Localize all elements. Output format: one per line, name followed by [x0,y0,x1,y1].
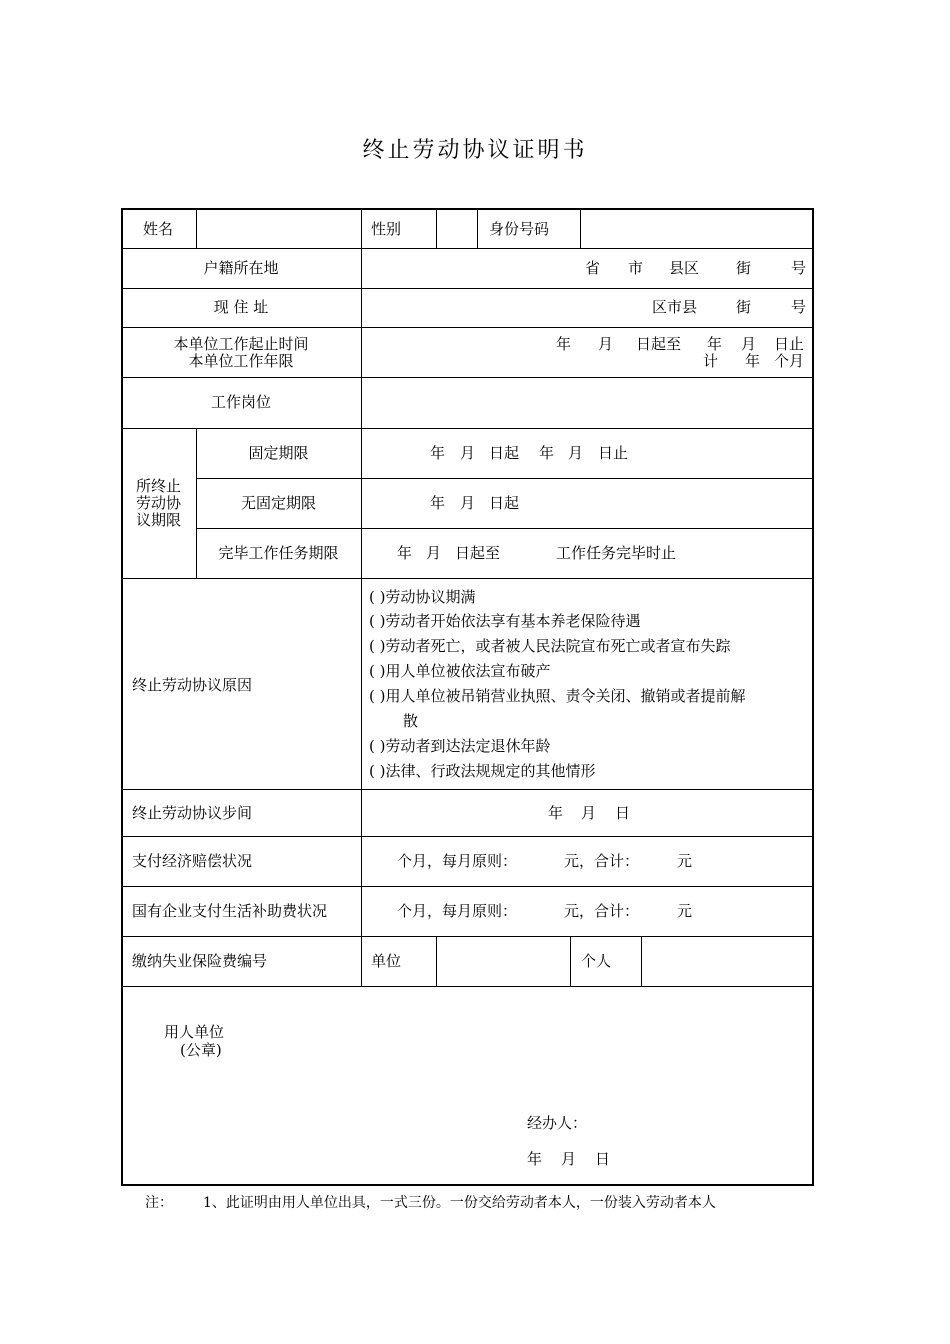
insurance-number-label: 缴纳失业保险费编号 [132,952,268,970]
insurance-unit-field[interactable] [438,938,569,985]
termination-year: 年 [548,804,564,822]
post-field[interactable] [363,379,813,427]
task-until: 工作任务完毕时止 [556,544,677,562]
rule [580,208,581,248]
rule [196,208,197,248]
period-total: 计 [703,352,719,370]
reason-option[interactable]: ( )法律、行政法规规定的其他情形 [369,762,596,780]
subsidy-total-yuan: 元 [677,902,693,920]
period-month-1: 月 [598,335,614,353]
work-period-label: 本单位工作起止时间 [173,335,309,353]
footnote [145,1192,716,1212]
id-number-field[interactable] [582,210,812,247]
name-field[interactable] [198,210,360,247]
open-year: 年 [430,494,446,512]
post-label: 工作岗位 [210,393,271,411]
period-years: 年 [745,352,761,370]
fixed-term-label: 固定期限 [248,444,309,462]
reason-option[interactable]: ( )劳动者开始依法享有基本养老保险待遇 [369,612,641,630]
rule [121,986,814,987]
address-number: 号 [791,298,807,316]
footnote-text: 1、此证明由用人单位出具，一式三份。一份交给劳动者本人，一份装入劳动者本人 [203,1195,716,1211]
rule [641,936,642,986]
rule [121,288,814,289]
gender-label: 性别 [371,220,402,238]
fixed-month-2: 月 [568,444,584,462]
subsidy-months: 个月，每月原则： [397,902,518,920]
fixed-from: 日起 [489,444,520,462]
compensation-label: 支付经济赔偿状况 [132,852,253,870]
address-county: 区市县 [652,298,698,316]
sign-year: 年 [527,1150,543,1168]
subsidy-yuan: 元，合计： [564,902,640,920]
fixed-year-1: 年 [430,444,446,462]
hukou-county: 县区 [669,259,700,277]
hukou-city: 市 [628,259,644,277]
reason-option-continued: 散 [403,712,419,730]
work-years-label: 本单位工作年限 [188,352,294,370]
term-section-label-2: 劳动协 [135,494,181,512]
subsidy-label: 国有企业支付生活补助费状况 [132,902,328,920]
insurance-unit-label: 单位 [371,952,402,970]
rule [121,428,814,429]
rule [477,208,478,248]
reason-option[interactable]: ( )劳动者到达法定退休年龄 [369,737,551,755]
reason-option[interactable]: ( )用人单位被吊销营业执照、责令关闭、撤销或者提前解 [369,687,746,705]
hukou-number: 号 [791,259,807,277]
task-term-label: 完毕工作任务期限 [218,544,339,562]
open-month: 月 [460,494,476,512]
open-from: 日起 [489,494,520,512]
rule [436,208,437,248]
termination-day: 日 [615,804,631,822]
compensation-months: 个月，每月原则： [397,852,518,870]
rule [196,528,814,529]
fixed-month-1: 月 [460,444,476,462]
task-from: 日起至 [455,544,501,562]
termination-month: 月 [581,804,597,822]
period-months: 个月 [774,352,805,370]
insurance-personal-field[interactable] [643,938,813,985]
rule [121,886,814,887]
rule [436,936,437,986]
hukou-street: 街 [736,259,752,277]
gender-field[interactable] [438,210,476,247]
rule [121,377,814,378]
document-title: 终止劳动协议证明书 [362,138,588,163]
hukou-province: 省 [585,259,601,277]
termination-time-label: 终止劳动协议步间 [132,804,253,822]
id-number-label: 身份号码 [489,220,550,238]
rule [121,248,814,249]
task-year: 年 [397,544,413,562]
fixed-year-2: 年 [539,444,555,462]
compensation-yuan: 元，合计： [564,852,640,870]
compensation-total-yuan: 元 [677,852,693,870]
reason-option[interactable]: ( )劳动者死亡，或者被人民法院宣布死亡或者宣布失踪 [369,637,731,655]
seal-label: (公章) [180,1041,222,1059]
rule [570,936,571,986]
reason-option[interactable]: ( )劳动协议期满 [369,588,476,606]
hukou-label: 户籍所在地 [203,259,279,277]
employer-label: 用人单位 [164,1023,225,1041]
period-month-2: 月 [741,335,757,353]
handler-label: 经办人： [527,1114,588,1132]
rule [121,789,814,790]
period-to: 日止 [774,335,805,353]
footnote-prefix: 注： [145,1195,173,1211]
sign-day: 日 [595,1150,611,1168]
rule [121,327,814,328]
open-term-label: 无固定期限 [240,494,316,512]
period-from: 日起至 [636,335,682,353]
insurance-personal-label: 个人 [581,952,612,970]
name-label: 姓名 [143,220,174,238]
rule [121,578,814,579]
rule [196,478,814,479]
address-street: 街 [736,298,752,316]
term-section-label-1: 所终止 [135,477,181,495]
period-year-1: 年 [556,335,572,353]
sign-month: 月 [561,1150,577,1168]
reason-option[interactable]: ( )用人单位被依法宣布破产 [369,662,551,680]
rule [121,836,814,837]
reasons-label: 终止劳动协议原因 [132,676,253,694]
term-section-label-3: 议期限 [135,511,181,529]
rule [361,208,362,986]
period-year-2: 年 [707,335,723,353]
rule [121,936,814,937]
task-month: 月 [426,544,442,562]
fixed-to: 日止 [598,444,629,462]
address-label: 现 住 址 [213,298,269,316]
